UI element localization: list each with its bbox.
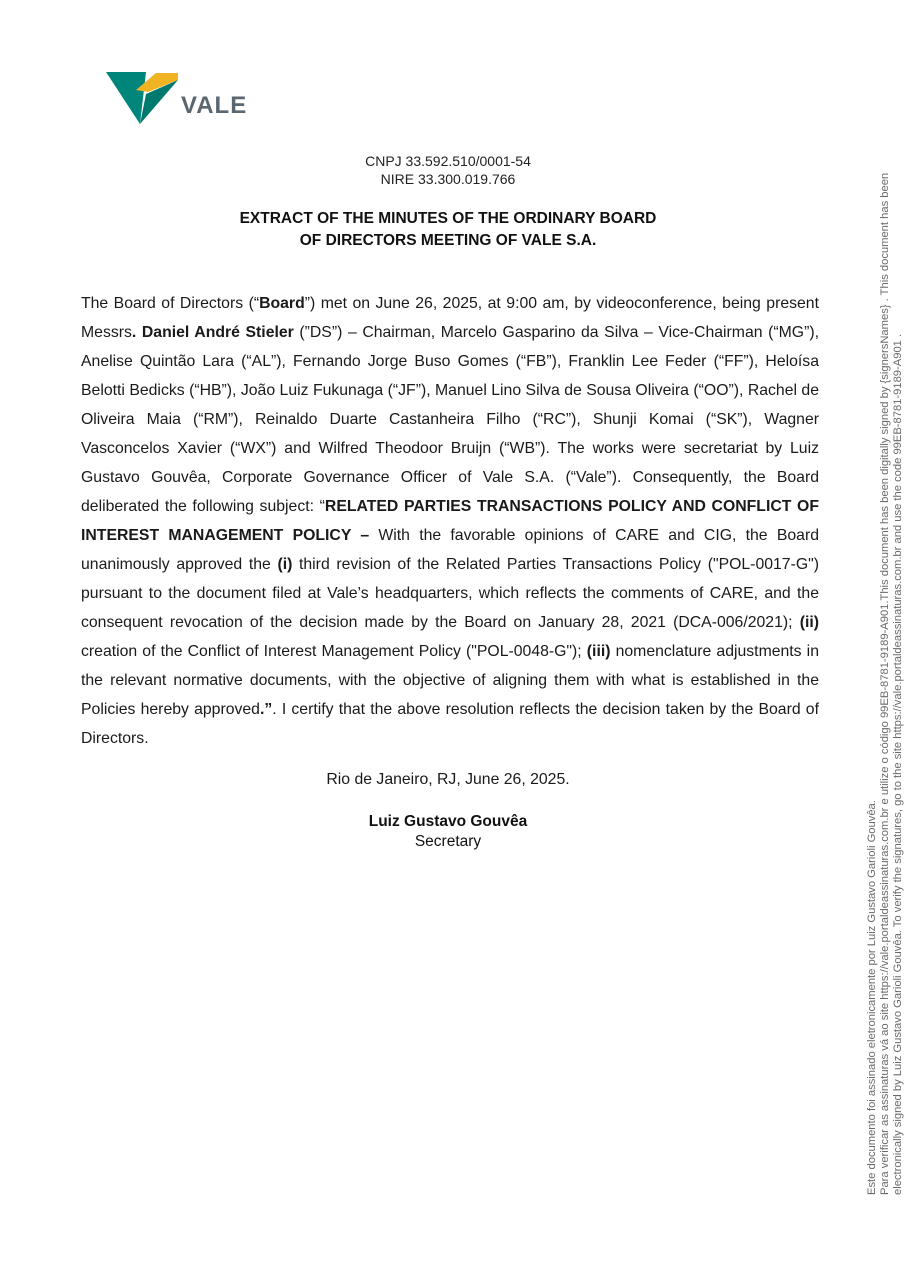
body-text: (”DS”) – Chairman, Marcelo Gasparino da Silva – Vice-Chairman (“MG”), Anelise Quintão Lara (“AL”), Fernando Jorge Buso Gomes (“FB”), Franklin Lee Feder (“FF”), Heloísa Belotti Bedicks (“HB”), João Luiz Fukunaga (“JF”), Manuel Lino Silva de Sousa Oliveira (“OO”), Rachel de Oliveira Maia (“RM”), Reinaldo Duarte Castanheira Filho (“RC”), Shunji Komai (“SK”), Wagner Vasconcelos Xavier (“WX”) and Wilfred Theodoor Bruijn (“WB”). The works were secretariat by Luiz Gustavo Gouvêa, Corporate Governance Officer of Vale S.A. (“Vale”). Consequently, the Board deliberated the following subject: “ [81,324,819,515]
title-line-2: OF DIRECTORS MEETING OF VALE S.A. [299,232,597,249]
minutes-paragraph [81,289,819,753]
body-bold: . Daniel André Stieler [131,324,294,341]
vale-logo-text: VALE [181,92,248,119]
body-text: With the favorable opinions of CARE and CIG, the Board unanimously approved the [81,527,819,573]
item-marker-iii: (iii) [586,643,611,660]
body-bold: Board [259,295,305,312]
cnpj-number: CNPJ 33.592.510/0001-54 [365,153,531,169]
signature-notice-line-2: Para verificar as assinaturas vá ao site https://vale.portaldeassinaturas.com.br e utilize o código 99EB-8781-9189-A901.This document has been digitally signed by {signersNames} . This document has been [879,172,892,1195]
body-text: The Board of Directors (“ [81,295,260,312]
body-text: third revision of the Related Parties Transactions Policy ("POL-0017-G") pursuant to the document filed at Vale’s headquarters, which reflects the comments of CARE, and the consequent revocation of the decision made by the Board on January 28, 2021 (DCA-006/2021); [81,556,820,631]
subject-heading: RELATED PARTIES TRANSACTIONS POLICY AND CONFLICT OF INTEREST MANAGEMENT POLICY – [81,498,819,544]
body-text: ”) met on June 26, 2025, at 9:00 am, by videoconference, being present Messrs [81,295,819,341]
vale-logo-mark-icon [106,70,180,126]
document-title [0,208,896,252]
place-date: Rio de Janeiro, RJ, June 26, 2025. [326,771,570,788]
body-text: . I certify that the above resolution reflects the decision taken by the Board of Directors. [81,701,819,747]
body-text: nomenclature adjustments in the relevant normative documents, with the objective of aligning them with what is established in the Policies hereby approved [81,643,819,718]
nire-number: NIRE 33.300.019.766 [380,171,516,187]
title-line-1: EXTRACT OF THE MINUTES OF THE ORDINARY BOARD [239,210,657,227]
signature-notice-line-1: Este documento foi assinado eletronicamente por Luiz Gustavo Garioli Gouvêa. [866,800,878,1195]
item-marker-i: (i) [277,556,293,573]
body-text: creation of the Conflict of Interest Management Policy ("POL-0048-G"); [81,643,587,660]
company-identifiers [0,152,896,188]
signature-notice-line-3: electronically signed by Luiz Gustavo Garioli Gouvêa. To verify the signatures, go to the site https://vale.portaldeassinaturas.com.br and use the code 99EB-8781-9189-A901 . [892,333,905,1195]
signer-name: Luiz Gustavo Gouvêa [368,813,528,830]
item-marker-ii: (ii) [799,614,819,631]
minutes-body [81,289,819,753]
vale-logo [106,70,256,126]
signer-title: Secretary [414,833,482,850]
body-bold: .” [259,701,273,718]
digital-signature-notice [866,75,906,1195]
